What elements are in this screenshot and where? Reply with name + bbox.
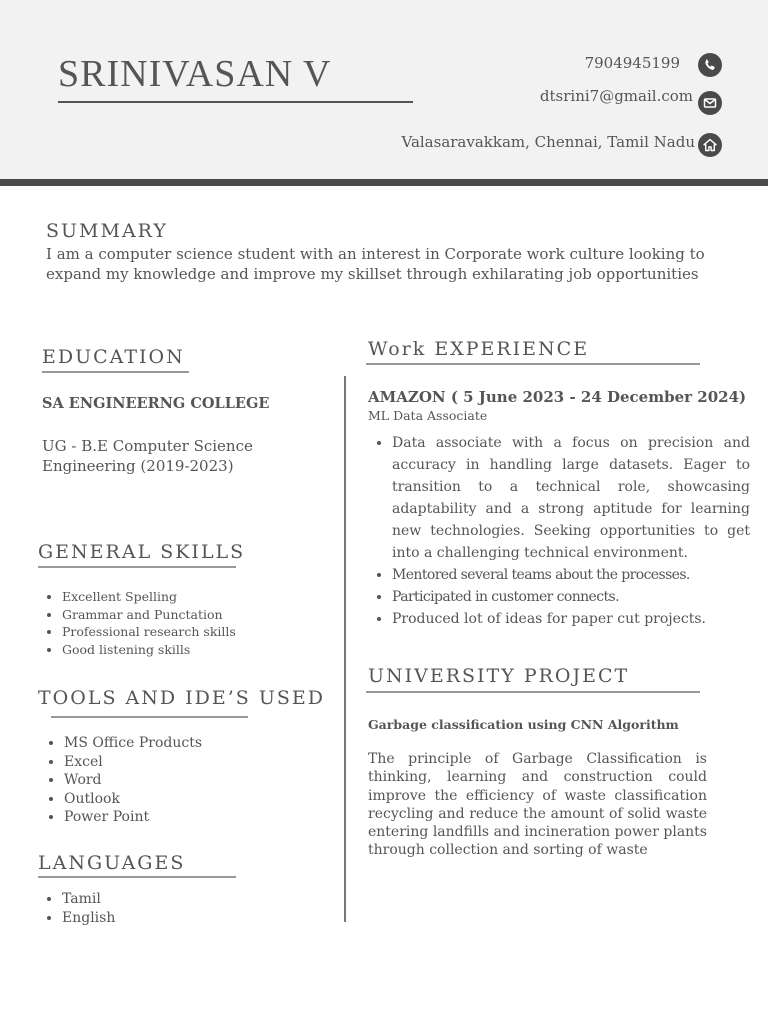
- college-name: SA ENGINEERNG COLLEGE: [42, 395, 270, 412]
- tools-heading: TOOLS AND IDE’S USED: [38, 687, 325, 709]
- list-item: • English: [62, 909, 115, 928]
- list-item: • Good listening skills: [62, 641, 236, 659]
- list-item: • Excel: [64, 753, 202, 772]
- list-item: • Professional research skills: [62, 623, 236, 641]
- list-item: • Data associate with a focus on precision and accuracy in handling large datasets. Eager to transition to a technical role, showcasing adaptability and a strong aptitude for learning new technologies. Seeking opportunities to get into a challenging technical environment.: [392, 432, 750, 564]
- list-item: • Power Point: [64, 808, 202, 827]
- skills-list: [38, 588, 236, 658]
- phone-icon: [698, 53, 722, 77]
- name-underline: [58, 101, 413, 103]
- project-description: The principle of Garbage Classification is thinking, learning and construction could improve the efficiency of waste classification recycling and reduce the amount of solid waste entering landfills and incineration power plants through collection and sorting of waste: [368, 751, 707, 859]
- column-divider: [344, 376, 346, 922]
- list-item: • Produced lot of ideas for paper cut projects.: [392, 608, 750, 630]
- summary-heading: SUMMARY: [46, 220, 168, 242]
- languages-heading: LANGUAGES: [38, 852, 186, 874]
- list-item: • Participated in customer connects.: [392, 586, 750, 608]
- list-item: • MS Office Products: [64, 734, 202, 753]
- job-role: ML Data Associate: [368, 408, 488, 423]
- education-rule: [42, 371, 189, 373]
- skills-heading: GENERAL SKILLS: [38, 541, 246, 563]
- tools-list: [38, 734, 202, 827]
- project-rule: [366, 691, 700, 693]
- list-item: • Tamil: [62, 890, 115, 909]
- education-heading: EDUCATION: [42, 346, 185, 368]
- tools-rule: [51, 716, 248, 718]
- languages-list: [36, 890, 115, 927]
- list-item: • Outlook: [64, 790, 202, 809]
- project-heading: UNIVERSITY PROJECT: [368, 665, 630, 687]
- list-item: • Mentored several teams about the processes.: [392, 564, 750, 586]
- work-rule: [366, 363, 700, 365]
- email-address: dtsrini7@gmail.com: [539, 87, 693, 105]
- list-item: • Excellent Spelling: [62, 588, 236, 606]
- project-title: Garbage classification using CNN Algorithm: [368, 717, 679, 732]
- list-item: • Word: [64, 771, 202, 790]
- languages-rule: [38, 876, 236, 878]
- job-title: AMAZON ( 5 June 2023 - 24 December 2024): [368, 388, 747, 406]
- home-icon: [698, 133, 722, 157]
- work-bullets: [368, 432, 750, 630]
- degree-text: UG - B.E Computer Science Engineering (2019-2023): [42, 437, 253, 475]
- skills-rule: [38, 566, 236, 568]
- work-heading: Work EXPERIENCE: [368, 338, 590, 360]
- mail-icon: [698, 91, 722, 115]
- header-divider-bar: [0, 179, 768, 186]
- candidate-name: SRINIVASAN V: [58, 53, 332, 95]
- summary-text: I am a computer science student with an interest in Corporate work culture looking to expand my knowledge and improve my skillset through exhilarating job opportunities: [46, 245, 705, 283]
- phone-number: 7904945199: [584, 54, 680, 72]
- list-item: • Grammar and Punctation: [62, 606, 236, 624]
- home-address: Valasaravakkam, Chennai, Tamil Nadu: [401, 133, 695, 151]
